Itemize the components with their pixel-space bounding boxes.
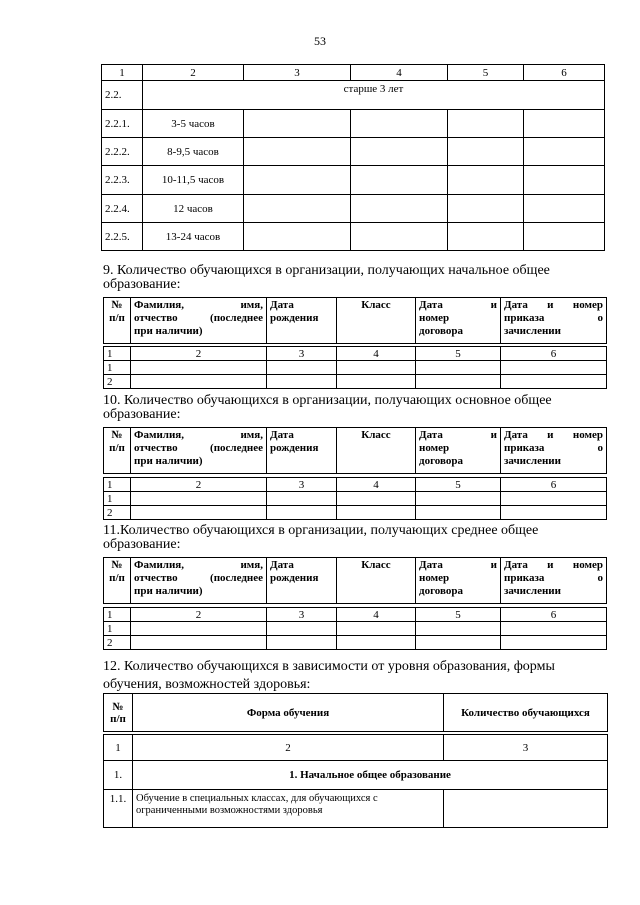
- table-header-row: [104, 428, 607, 474]
- col-number: 5: [416, 347, 501, 361]
- col-number: 1: [104, 735, 133, 761]
- header-name: Фамилия, имя, отчество (последнее при наличии): [131, 558, 267, 604]
- col-number: 1: [102, 65, 143, 81]
- section-9-heading: [103, 264, 605, 292]
- table-colnum-row: [104, 608, 607, 622]
- table-row: [102, 223, 605, 251]
- heading-line: 10. Количество обучающихся в организации, получающих основное общее: [103, 393, 552, 408]
- table-row: [102, 110, 605, 138]
- col-number: 3: [267, 478, 337, 492]
- header-name: Фамилия, имя, отчество (последнее при наличии): [131, 428, 267, 474]
- col-number: 6: [501, 478, 607, 492]
- row-number: 2: [104, 375, 131, 389]
- section-11-heading: [103, 524, 605, 552]
- col-number: 3: [267, 347, 337, 361]
- header-birth: Дата рождения: [267, 298, 337, 344]
- header-order: Дата и номер приказа о зачислении: [501, 298, 607, 344]
- col-number: 6: [501, 608, 607, 622]
- row-number: 1.: [104, 761, 133, 790]
- table-row: [104, 622, 607, 636]
- header-name: Фамилия, имя, отчество (последнее при наличии): [131, 298, 267, 344]
- row-number: 1: [104, 361, 131, 375]
- col-number: 4: [337, 608, 416, 622]
- table-colnum-row: [104, 478, 607, 492]
- col-number: 3: [444, 735, 608, 761]
- header-birth: Дата рождения: [267, 558, 337, 604]
- table-row: [104, 361, 607, 375]
- form-table-body: [103, 734, 608, 828]
- header-class: Класс: [337, 298, 416, 344]
- row-label: 1. Начальное общее образование: [133, 761, 608, 790]
- table-colnum-row: [104, 347, 607, 361]
- col-number: 5: [448, 65, 524, 81]
- page-number: 53: [314, 34, 326, 48]
- header-class: Класс: [337, 558, 416, 604]
- row-number: 2: [104, 506, 131, 520]
- col-number: 5: [416, 608, 501, 622]
- table-colnum-row: [104, 735, 608, 761]
- row-label: 10-11,5 часов: [143, 166, 244, 195]
- top-table: [101, 64, 605, 251]
- row-number: 2.2.4.: [102, 195, 143, 223]
- table-row: [102, 166, 605, 195]
- col-number: 5: [416, 478, 501, 492]
- heading-line: 11.Количество обучающихся в организации, получающих среднее общее: [103, 523, 539, 538]
- row-label: Обучение в специальных классах, для обучающихся с ограниченными возможностями здоровья: [133, 790, 444, 828]
- header-contract: Дата и номер договора: [416, 428, 501, 474]
- table-row: [102, 81, 605, 110]
- col-number: 3: [267, 608, 337, 622]
- row-number: 1: [104, 492, 131, 506]
- students-table-10-header: [103, 427, 607, 474]
- heading-line: обучения, возможностей здоровья:: [103, 677, 311, 692]
- table-header-row: [104, 298, 607, 344]
- row-number: 1.1.: [104, 790, 133, 828]
- table-row: [104, 506, 607, 520]
- col-number: 4: [351, 65, 448, 81]
- col-number: 6: [501, 347, 607, 361]
- students-table-10-body: [103, 477, 607, 520]
- table-row: [104, 790, 608, 828]
- header-class: Класс: [337, 428, 416, 474]
- col-number: 3: [244, 65, 351, 81]
- col-number: 4: [337, 478, 416, 492]
- heading-line: образование:: [103, 277, 181, 292]
- col-number: 2: [133, 735, 444, 761]
- table-row: [104, 492, 607, 506]
- col-number: 4: [337, 347, 416, 361]
- col-number: 2: [143, 65, 244, 81]
- row-number: 2.2.: [102, 81, 143, 110]
- table-header-row: [102, 65, 605, 81]
- row-label: 8-9,5 часов: [143, 138, 244, 166]
- table-row: [102, 195, 605, 223]
- students-table-11-header: [103, 557, 607, 604]
- row-label: 12 часов: [143, 195, 244, 223]
- header-num: № п/п: [104, 694, 133, 732]
- row-label: 3-5 часов: [143, 110, 244, 138]
- table-row: [104, 636, 607, 650]
- table-row: [104, 375, 607, 389]
- col-number: 2: [131, 478, 267, 492]
- header-contract: Дата и номер договора: [416, 298, 501, 344]
- students-table-9-header: [103, 297, 607, 344]
- col-number: 1: [104, 347, 131, 361]
- table-header-row: [104, 694, 608, 732]
- row-label: 13-24 часов: [143, 223, 244, 251]
- table-row: [102, 138, 605, 166]
- header-form: Форма обучения: [133, 694, 444, 732]
- header-contract: Дата и номер договора: [416, 558, 501, 604]
- col-number: 6: [524, 65, 605, 81]
- col-number: 1: [104, 478, 131, 492]
- heading-line: 9. Количество обучающихся в организации, получающих начальное общее: [103, 263, 550, 278]
- row-number: 2: [104, 636, 131, 650]
- header-num: № п/п: [104, 558, 131, 604]
- row-number: 2.2.3.: [102, 166, 143, 195]
- students-table-9-body: [103, 346, 607, 389]
- heading-line: 12. Количество обучающихся в зависимости от уровня образования, формы: [103, 659, 555, 674]
- col-number: 2: [131, 608, 267, 622]
- table-header-row: [104, 558, 607, 604]
- section-10-heading: [103, 394, 605, 422]
- header-num: № п/п: [104, 428, 131, 474]
- heading-line: образование:: [103, 407, 181, 422]
- row-number: 2.2.1.: [102, 110, 143, 138]
- heading-line: образование:: [103, 537, 181, 552]
- header-order: Дата и номер приказа о зачислении: [501, 428, 607, 474]
- section-12-heading: [103, 658, 605, 694]
- header-count: Количество обучающихся: [444, 694, 608, 732]
- section-label: старше 3 лет: [143, 81, 605, 110]
- row-number: 2.2.5.: [102, 223, 143, 251]
- col-number: 2: [131, 347, 267, 361]
- header-order: Дата и номер приказа о зачислении: [501, 558, 607, 604]
- students-table-11-body: [103, 607, 607, 650]
- table-row: [104, 761, 608, 790]
- row-number: 1: [104, 622, 131, 636]
- col-number: 1: [104, 608, 131, 622]
- header-birth: Дата рождения: [267, 428, 337, 474]
- header-num: № п/п: [104, 298, 131, 344]
- row-number: 2.2.2.: [102, 138, 143, 166]
- form-table-header: [103, 693, 608, 732]
